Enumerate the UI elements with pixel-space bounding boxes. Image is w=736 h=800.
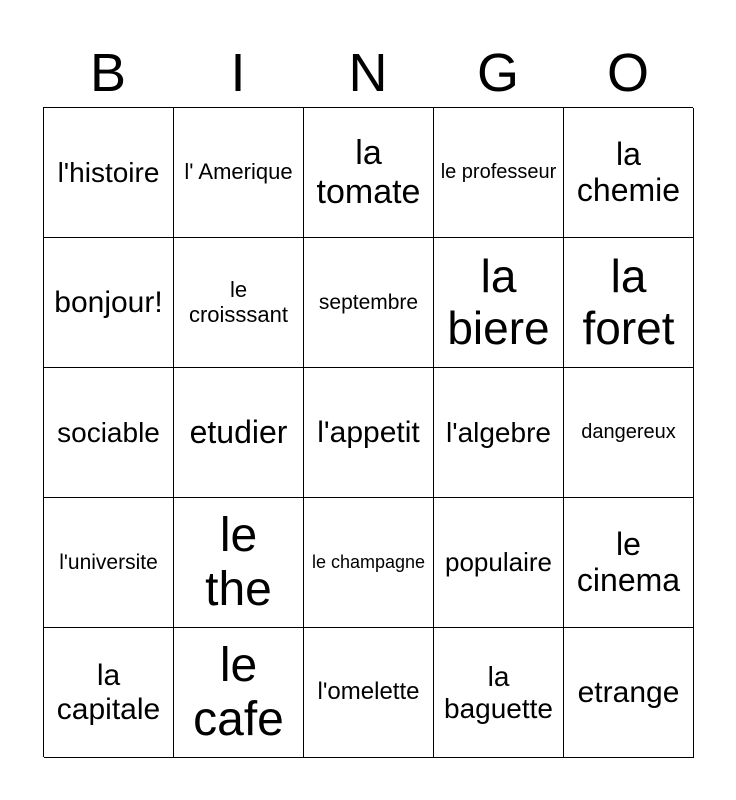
bingo-cell[interactable]: [304, 108, 434, 238]
cell-label: etudier: [189, 413, 288, 450]
cell-label: le cafe: [193, 638, 284, 746]
cell-label: l'omelette: [317, 678, 420, 706]
cell-label: l'appetit: [317, 415, 420, 449]
bingo-cell[interactable]: [434, 368, 564, 498]
cell-label: la baguette: [444, 661, 553, 724]
cell-label: septembre: [318, 290, 419, 314]
bingo-cell[interactable]: [174, 108, 304, 238]
cell-label: le cinema: [576, 525, 681, 598]
bingo-cell[interactable]: [564, 368, 694, 498]
cell-label: l'universite: [59, 550, 158, 574]
bingo-cell[interactable]: [434, 498, 564, 628]
header-letter-b: B: [89, 43, 127, 103]
bingo-grid: [43, 107, 693, 757]
bingo-cell[interactable]: [174, 368, 304, 498]
bingo-cell[interactable]: [174, 498, 304, 628]
cell-label: le the: [205, 508, 272, 616]
bingo-cell[interactable]: [304, 628, 434, 758]
cell-label: l' Amerique: [184, 159, 293, 185]
bingo-header: [43, 40, 693, 106]
bingo-cell[interactable]: [564, 238, 694, 368]
bingo-cell[interactable]: [564, 108, 694, 238]
cell-label: la chemie: [576, 135, 681, 208]
bingo-cell[interactable]: [174, 628, 304, 758]
header-letter-n: N: [348, 43, 388, 103]
bingo-cell[interactable]: [564, 628, 694, 758]
bingo-cell[interactable]: [304, 238, 434, 368]
bingo-cell[interactable]: [304, 498, 434, 628]
cell-label: le croisssant: [188, 276, 289, 327]
bingo-cell[interactable]: [44, 368, 174, 498]
header-letter-o: O: [606, 43, 649, 103]
cell-label: la foret: [582, 249, 675, 354]
cell-label: populaire: [445, 546, 552, 577]
bingo-cell[interactable]: [564, 498, 694, 628]
cell-label: sociable: [57, 416, 160, 448]
cell-label: le champagne: [311, 552, 426, 573]
bingo-cell[interactable]: [434, 628, 564, 758]
cell-label: la tomate: [316, 134, 421, 211]
bingo-cell[interactable]: [44, 628, 174, 758]
cell-label: l'algebre: [446, 416, 551, 448]
cell-label: la biere: [447, 249, 550, 354]
bingo-cell[interactable]: [434, 238, 564, 368]
cell-label: dangereux: [581, 421, 676, 444]
bingo-cell[interactable]: [174, 238, 304, 368]
bingo-cell[interactable]: [434, 108, 564, 238]
bingo-cell[interactable]: [44, 498, 174, 628]
cell-label: bonjour!: [54, 285, 163, 319]
bingo-cell[interactable]: [44, 108, 174, 238]
cell-label: la capitale: [56, 658, 161, 726]
cell-label: etrange: [577, 675, 680, 709]
header-letter-i: I: [230, 43, 246, 103]
bingo-cell[interactable]: [44, 238, 174, 368]
bingo-cell[interactable]: [304, 368, 434, 498]
header-letter-g: G: [476, 43, 519, 103]
cell-label: le professeur: [440, 161, 557, 184]
cell-label: l'histoire: [57, 156, 160, 188]
